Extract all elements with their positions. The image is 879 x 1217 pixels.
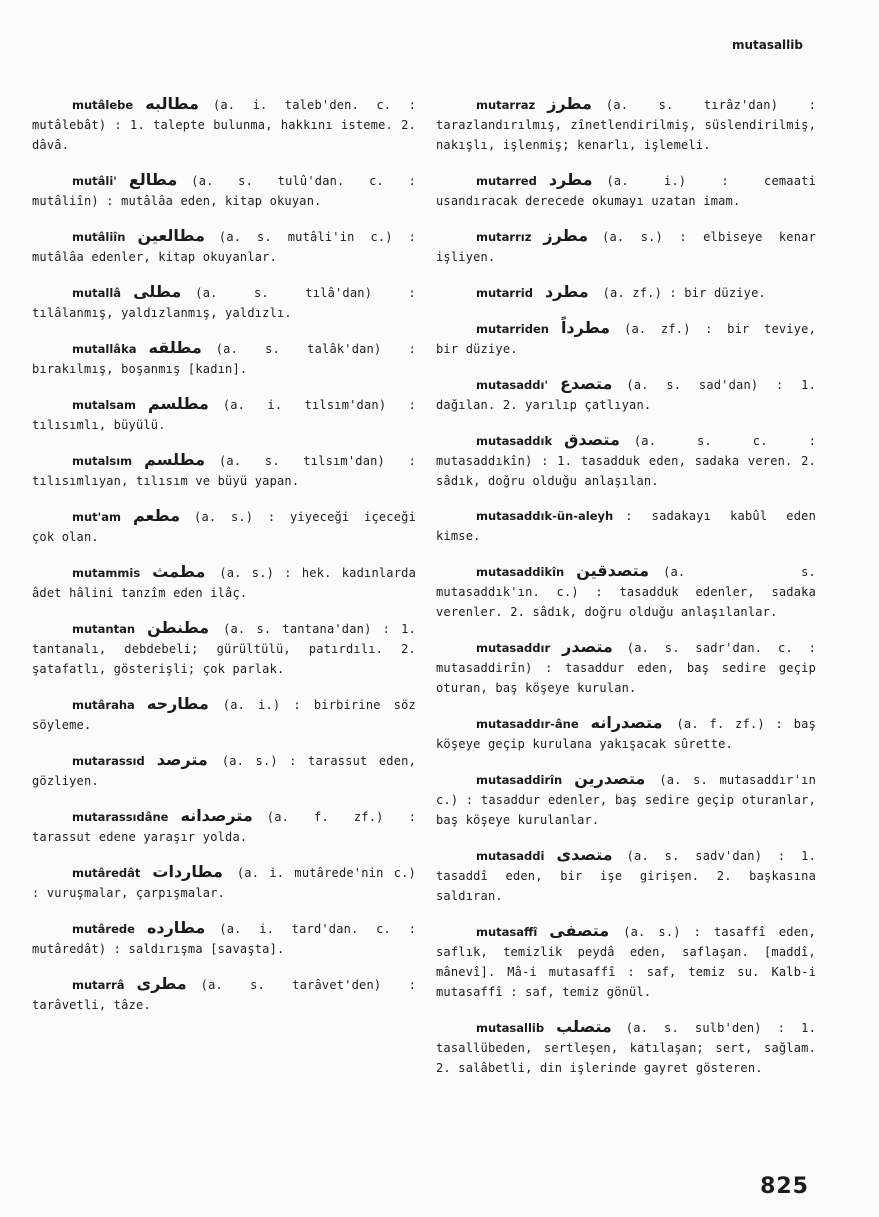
entry-definition: (a. s. sulb'den) : 1. tasallübeden, sertleşen, katılaşan; sert, sağlam. 2. salâbetli, din işlerinde gayret gösteren. — [436, 1021, 816, 1075]
entry-headword: mutasaddı' — [476, 378, 548, 392]
entry-headword: mutammis — [72, 566, 141, 580]
entry-arabic-script: مطالع — [128, 170, 178, 189]
left-column — [32, 94, 416, 1030]
entry-definition: (a. s. mutasaddık'ın. c.) : tasadduk edenler, sadaka verenler. 2. sâdık, doğru olduğu anlaşılanlar. — [436, 565, 816, 619]
dictionary-entry — [436, 637, 816, 698]
dictionary-entry — [32, 618, 416, 679]
dictionary-entry — [436, 506, 816, 546]
entry-definition: (a. s. c. : mutasaddıkîn) : 1. tasadduk eden, sadaka veren. 2. sâdık, doğru olduğu anlaşılan. — [436, 434, 816, 488]
dictionary-entry — [436, 769, 816, 830]
dictionary-entry — [32, 862, 416, 903]
entry-headword: mutarrid — [476, 286, 533, 300]
entry-arabic-script: مطرز — [543, 226, 589, 245]
entry-arabic-script: متصدق — [564, 430, 620, 449]
entry-headword: mutalsım — [72, 454, 133, 468]
entry-arabic-script: متصدرين — [574, 769, 646, 788]
entry-arabic-script: متصلب — [556, 1017, 612, 1036]
page-number: 825 — [760, 1174, 809, 1199]
entry-arabic-script: متصدع — [559, 374, 613, 393]
right-column — [436, 94, 816, 1093]
dictionary-entry — [32, 338, 416, 379]
entry-definition: (a. s.) : yiyeceği içeceği çok olan. — [32, 510, 416, 544]
entry-arabic-script: مطمث — [152, 562, 206, 581]
dictionary-entry — [436, 845, 816, 906]
entry-definition: (a. s. tantana'dan) : 1. tantanalı, debdebeli; gürültülü, patırdılı. 2. şatafatlı, gösterişli; çok parlak. — [32, 622, 416, 676]
entry-headword: mutasaddirîn — [476, 773, 563, 787]
entry-definition: (a. s. tılâ'dan) : tılâlanmış, yaldızlanmış, yaldızlı. — [32, 286, 416, 320]
entry-definition: (a. s. mutasaddır'ın c.) : tasaddur edenler, baş sedire geçip oturanlar, baş köşeye kurulanlar. — [436, 773, 816, 827]
entry-arabic-script: متصدقين — [576, 561, 650, 580]
entry-headword: mutasaddık-ün-aleyh — [476, 509, 614, 523]
entry-arabic-script: مطلقه — [148, 338, 202, 357]
entry-headword: mutallâka — [72, 342, 137, 356]
entry-definition: (a. zf.) : bir düziye. — [602, 286, 766, 300]
entry-definition: (a. s.) : tarassut eden, gözliyen. — [32, 754, 416, 788]
entry-definition: (a. s. sadv'dan) : 1. tasaddî eden, bir işe girişen. 2. başkasına saldıran. — [436, 849, 816, 903]
entry-headword: mutasallib — [476, 1021, 545, 1035]
entry-headword: mutarrâ — [72, 978, 125, 992]
dictionary-entry — [436, 94, 816, 155]
entry-headword: mutasaddık — [476, 434, 553, 448]
entry-headword: mutantan — [72, 622, 136, 636]
entry-arabic-script: مطالبه — [145, 94, 199, 113]
entry-headword: mutâliîn — [72, 230, 126, 244]
dictionary-entry — [32, 506, 416, 547]
dictionary-entry — [32, 394, 416, 435]
entry-definition: (a. s.) : elbiseye kenar işliyen. — [436, 230, 816, 264]
dictionary-entry — [436, 226, 816, 267]
entry-headword: mutarriden — [476, 322, 549, 336]
dictionary-entry — [436, 318, 816, 359]
dictionary-entry — [436, 921, 816, 1002]
entry-arabic-script: مطلسم — [144, 450, 205, 469]
dictionary-entry — [32, 806, 416, 847]
entry-definition: (a. zf.) : bir teviye, bir düziye. — [436, 322, 816, 356]
entry-arabic-script: متصدر — [562, 637, 613, 656]
dictionary-entry — [32, 282, 416, 323]
entry-definition: (a. f. zf.) : tarassut edene yaraşır yolda. — [32, 810, 416, 844]
entry-arabic-script: مطرد — [548, 170, 593, 189]
dictionary-entry — [436, 282, 816, 303]
entry-arabic-script: مطرداً — [560, 318, 611, 337]
entry-definition: (a. s. talâk'dan) : bırakılmış, boşanmış [kadın]. — [32, 342, 416, 376]
entry-arabic-script: مطاردات — [152, 862, 223, 881]
entry-headword: mutâli' — [72, 174, 117, 188]
entry-arabic-script: مطالعين — [137, 226, 205, 245]
entry-definition: (a. i. taleb'den. c. : mutâlebât) : 1. talepte bulunma, hakkını isteme. 2. dâvâ. — [32, 98, 416, 152]
entry-definition: (a. s. sad'dan) : 1. dağılan. 2. yarılıp çatlıyan. — [436, 378, 816, 412]
entry-definition: : sadakayı kabûl eden kimse. — [436, 509, 816, 543]
dictionary-entry — [436, 713, 816, 754]
entry-arabic-script: مطرد — [544, 282, 589, 301]
entry-headword: mut'am — [72, 510, 121, 524]
entry-definition: (a. i. tılsım'dan) : tılısımlı, büyülü. — [32, 398, 416, 432]
dictionary-entry — [436, 374, 816, 415]
entry-definition: (a. s. tarâvet'den) : tarâvetli, tâze. — [32, 978, 416, 1012]
dictionary-entry — [32, 974, 416, 1015]
dictionary-entry — [32, 918, 416, 959]
entry-headword: mutarrız — [476, 230, 532, 244]
dictionary-entry — [436, 170, 816, 211]
entry-headword: mutasaddi — [476, 849, 545, 863]
entry-headword: mutarred — [476, 174, 537, 188]
entry-arabic-script: مطلى — [133, 282, 182, 301]
entry-definition: (a. i. mutârede'nin c.) : vuruşmalar, çarpışmalar. — [32, 866, 416, 900]
dictionary-entry — [436, 1017, 816, 1078]
entry-definition: (a. i. tard'dan. c. : mutâredât) : saldırışma [savaşta]. — [32, 922, 416, 956]
dictionary-entry — [436, 561, 816, 622]
entry-arabic-script: مترصد — [156, 750, 208, 769]
entry-arabic-script: مطلسم — [147, 394, 209, 413]
entry-headword: mutâraha — [72, 698, 135, 712]
entry-definition: (a. s. tılsım'dan) : tılısımlıyan, tılısım ve büyü yapan. — [32, 454, 416, 488]
dictionary-entry — [32, 450, 416, 491]
entry-headword: mutasaffî — [476, 925, 538, 939]
entry-headword: mutarraz — [476, 98, 536, 112]
entry-headword: mutasaddikîn — [476, 565, 565, 579]
entry-arabic-script: متصفى — [549, 921, 610, 940]
entry-definition: (a. s.) : hek. kadınlarda âdet hâlini tanzîm eden ilâç. — [32, 566, 416, 600]
entry-definition: (a. s. tulû'dan. c. : mutâliîn) : mutâlâa eden, kitap okuyan. — [32, 174, 416, 208]
entry-arabic-script: مطعم — [132, 506, 181, 525]
entry-arabic-script: مترصدانه — [180, 806, 253, 825]
entry-arabic-script: متصدى — [556, 845, 613, 864]
entry-headword: mutallâ — [72, 286, 122, 300]
entry-arabic-script: مطرز — [547, 94, 592, 113]
running-header: mutasallib — [731, 38, 803, 52]
entry-headword: mutâredât — [72, 866, 141, 880]
dictionary-entry — [32, 94, 416, 155]
entry-headword: mutarassıd — [72, 754, 145, 768]
entry-definition: (a. s. sadr'dan. c. : mutasaddirîn) : tasaddur eden, baş sedire geçip oturan, baş köşeye kurulan. — [436, 641, 816, 695]
entry-arabic-script: مطرى — [136, 974, 187, 993]
entry-definition: (a. f. zf.) : baş köşeye geçip kurulana yakışacak sûrette. — [436, 717, 816, 751]
entry-arabic-script: مطارده — [146, 918, 206, 937]
entry-definition: (a. s. tırâz'dan) : tarazlandırılmış, zînetlendirilmiş, süslendirilmiş, nakışlı, işlenmiş; kenarlı, işlemeli. — [436, 98, 816, 152]
entry-arabic-script: مطارحه — [146, 694, 209, 713]
dictionary-entry — [32, 694, 416, 735]
entry-definition: (a. s.) : tasaffî eden, saflık, temizlik peydâ eden, saflaşan. [maddî, mânevî]. Mâ-i mutasaffî : saf, temiz su. Kalb-i mutasaffî : saf, temiz gönül. — [436, 925, 816, 999]
entry-headword: mutasaddır — [476, 641, 551, 655]
entry-headword: mutarassıdâne — [72, 810, 169, 824]
dictionary-entry — [436, 430, 816, 491]
entry-definition: (a. s. mutâli'in c.) : mutâlâa edenler, kitap okuyanlar. — [32, 230, 416, 264]
dictionary-entry — [32, 750, 416, 791]
entry-headword: mutalsam — [72, 398, 136, 412]
entry-headword: mutasaddır-âne — [476, 717, 579, 731]
entry-headword: mutâlebe — [72, 98, 134, 112]
entry-arabic-script: متصدرانه — [590, 713, 663, 732]
entry-headword: mutârede — [72, 922, 135, 936]
entry-arabic-script: مطنطن — [147, 618, 210, 637]
dictionary-entry — [32, 170, 416, 211]
dictionary-entry — [32, 562, 416, 603]
entry-definition: (a. i.) : birbirine söz söyleme. — [32, 698, 416, 732]
dictionary-entry — [32, 226, 416, 267]
entry-definition: (a. i.) : cemaati usandıracak derecede okumayı uzatan imam. — [436, 174, 816, 208]
